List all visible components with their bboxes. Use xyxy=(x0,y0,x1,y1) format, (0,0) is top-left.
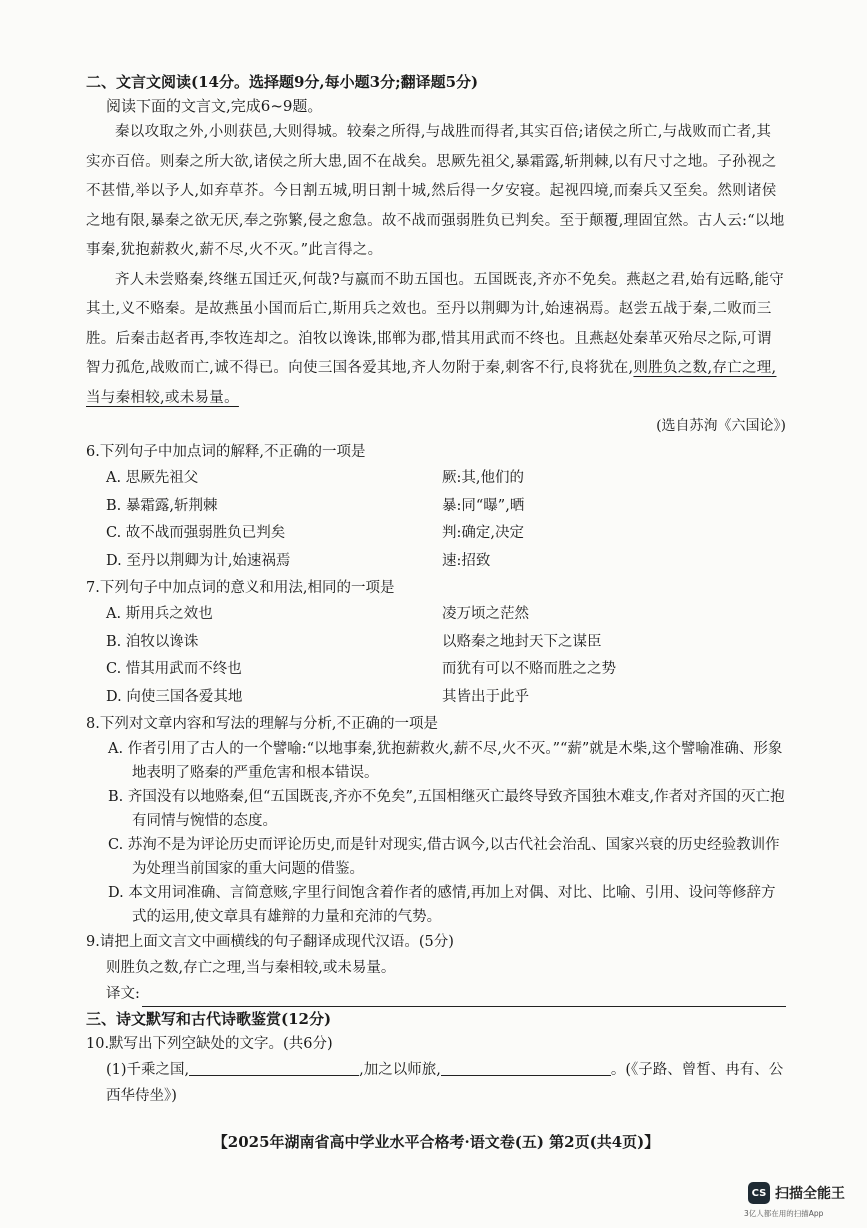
passage-paragraph-2-text: 齐人未尝赂秦,终继五国迁灭,何哉?与嬴而不助五国也。五国既丧,齐亦不免矣。燕赵之君,始有远略,能守其土,义不赂秦。是故燕虽小国而后亡,斯用兵之效也。至丹以荆卿为计,始速祸焉。赵尝五战于秦,二败而三胜。后秦击赵者再,李牧连却之。洎牧以谗诛,邯郸为郡,惜其用武而不终也。且燕赵处秦革灭殆尽之际,可谓智力孤危,战败而亡,诚不得已。向使三国各爱其地,齐人勿附于秦,刺客不行,良将犹在, xyxy=(86,271,785,376)
q6-option-c-sentence: C. 故不战而强弱胜负已判矣 xyxy=(106,525,286,541)
page-footer: 【2025年湖南省高中学业水平合格考·语文卷(五) 第2页(共4页)】 xyxy=(212,1133,660,1151)
question-7-stem: 7.下列句子中加点词的意义和用法,相同的一项是 xyxy=(86,580,395,596)
question-7-options xyxy=(86,601,786,711)
q7-option-d xyxy=(86,684,786,712)
q8-option-b: B. 齐国没有以地赂秦,但“五国既丧,齐亦不免矣”,五国相继灭亡最终导致齐国独木难支,作者对齐国的灭亡抱有同情与惋惜的态度。 xyxy=(108,789,785,829)
q10-1-end: 。(《子路、曾皙、冉有、公西华侍坐》) xyxy=(106,1062,784,1104)
q7-option-a-right: 凌万顷之茫然 xyxy=(442,606,529,622)
q7-option-c-left: C. 惜其用武而不终也 xyxy=(106,661,242,677)
q6-option-c-explanation: 判:确定,决定 xyxy=(442,525,524,541)
q7-option-b xyxy=(86,629,786,657)
question-9-sentence: 则胜负之数,存亡之理,当与秦相较,或未易量。 xyxy=(106,960,396,976)
section-3-title: 三、诗文默写和古代诗歌鉴赏(12分) xyxy=(86,1010,332,1028)
scanner-tagline: 3亿人都在用的扫描App xyxy=(744,1209,824,1218)
question-9-answer-line xyxy=(86,981,786,1007)
q7-option-a-left: A. 斯用兵之效也 xyxy=(106,606,213,622)
q7-option-c-right: 而犹有可以不赂而胜之之势 xyxy=(442,661,616,677)
q6-option-a-sentence: A. 思厥先祖父 xyxy=(106,470,199,486)
q6-option-d-explanation: 速:招致 xyxy=(442,552,491,569)
fill-blank-1[interactable] xyxy=(189,1060,359,1076)
q6-option-b-explanation: 暴:同“曝”,晒 xyxy=(442,497,525,514)
underlined-sentence: 则胜负之数,存亡之理,当与秦相较,或未易量。 xyxy=(86,360,777,406)
scanner-app-name: 扫描全能王 xyxy=(775,1186,845,1202)
q6-option-a xyxy=(86,465,786,493)
question-6-stem: 6.下列句子中加点词的解释,不正确的一项是 xyxy=(86,444,366,460)
section-2-title: 二、文言文阅读(14分。选择题9分,每小题3分;翻译题5分) xyxy=(86,73,479,91)
classical-passage xyxy=(86,118,786,413)
q6-option-b-sentence: B. 暴霜露,斩荆棘 xyxy=(106,497,218,514)
section-2-instruction: 阅读下面的文言文,完成6~9题。 xyxy=(106,97,323,115)
exam-page xyxy=(86,70,786,1155)
passage-paragraph-1: 秦以攻取之外,小则获邑,大则得城。较秦之所得,与战胜而得者,其实百倍;诸侯之所亡,与战败而亡者,其实亦百倍。则秦之所大欲,诸侯之所大患,固不在战矣。思厥先祖父,暴霜露,斩荆棘,以有尺寸之地。子孙视之不甚惜,举以予人,如弃草芥。今日割五城,明日割十城,然后得一夕安寝。起视四境,而秦兵又至矣。然则诸侯之地有限,暴秦之欲无厌,奉之弥繁,侵之愈急。故不战而强弱胜负已判矣。至于颠覆,理固宜然。古人云:“以地事秦,犹抱薪救火,薪不尽,火不灭。”此言得之。 xyxy=(86,124,785,258)
passage-source: (选自苏洵《六国论》) xyxy=(656,418,786,434)
q10-1-mid: ,加之以师旅, xyxy=(359,1062,441,1078)
q6-option-d-sentence: D. 至丹以荆卿为计,始速祸焉 xyxy=(106,552,291,569)
q6-option-b xyxy=(86,493,786,521)
question-6-options xyxy=(86,465,786,575)
q8-option-c: C. 苏洵不是为评论历史而评论历史,而是针对现实,借古讽今,以古代社会治乱、国家兴衰的历史经验教训作为处理当前国家的重大问题的借鉴。 xyxy=(108,837,780,877)
question-10-stem: 10.默写出下列空缺处的文字。(共6分) xyxy=(86,1036,333,1052)
q8-option-d: D. 本文用词准确、言简意赅,字里行间饱含着作者的感情,再加上对偶、对比、比喻、引用、设问等修辞方式的运用,使文章具有雄辩的力量和充沛的气势。 xyxy=(108,885,776,925)
question-10-1 xyxy=(86,1057,786,1109)
question-9-stem: 9.请把上面文言文中画横线的句子翻译成现代汉语。(5分) xyxy=(86,934,454,950)
fill-blank-2[interactable] xyxy=(441,1060,611,1076)
q6-option-d xyxy=(86,548,786,576)
q6-option-c xyxy=(86,520,786,548)
passage-paragraph-2 xyxy=(86,266,786,414)
q7-option-d-left: D. 向使三国各爱其地 xyxy=(106,688,243,705)
q8-option-a: A. 作者引用了古人的一个譬喻:“以地事秦,犹抱薪救火,薪不尽,火不灭。”“薪”就是木柴,这个譬喻准确、形象地表明了赂秦的严重危害和根本错误。 xyxy=(108,741,783,781)
q7-option-c xyxy=(86,656,786,684)
q7-option-a xyxy=(86,601,786,629)
scanner-watermark xyxy=(748,1182,845,1204)
q6-option-a-explanation: 厥:其,他们的 xyxy=(442,470,524,486)
answer-label: 译文: xyxy=(106,986,140,1002)
q7-option-b-right: 以赂秦之地封天下之谋臣 xyxy=(442,633,602,650)
q10-1-start: (1)千乘之国, xyxy=(106,1062,190,1078)
question-8-stem: 8.下列对文章内容和写法的理解与分析,不正确的一项是 xyxy=(86,716,438,732)
q7-option-b-left: B. 洎牧以谗诛 xyxy=(106,633,199,650)
answer-blank[interactable] xyxy=(142,989,786,1007)
q7-option-d-right: 其皆出于此乎 xyxy=(442,688,529,705)
camscanner-logo-icon: CS xyxy=(748,1182,770,1204)
